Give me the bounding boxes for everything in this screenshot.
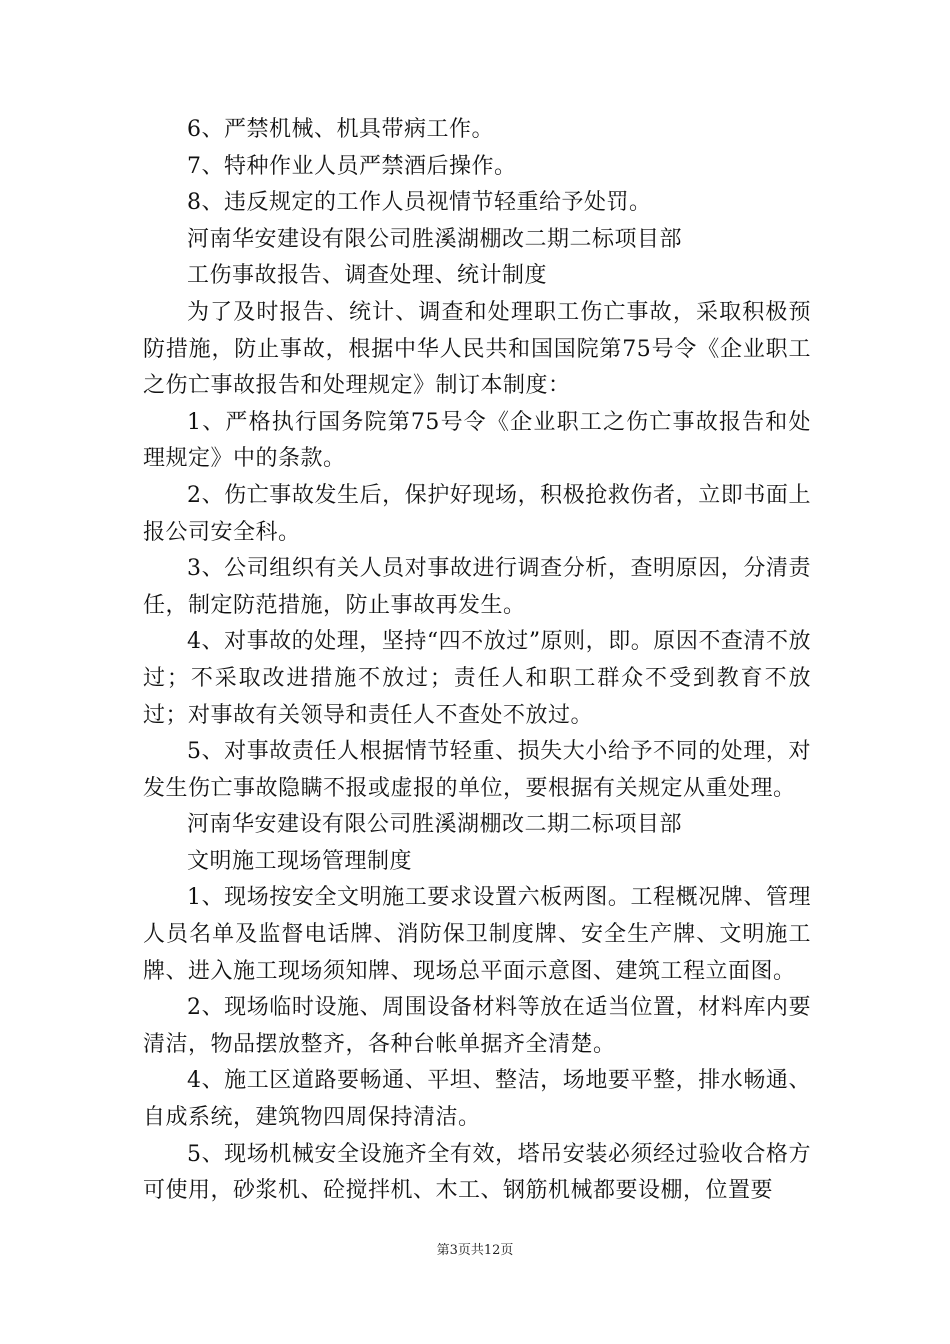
rule-8: 8、违反规定的工作人员视情节轻重给予处罚。 — [187, 190, 652, 216]
injury-rule-3: 3、公司组织有关人员对事故进行调查分析，查明原因，分清责任，制定防范措施，防止事故再发生。 — [143, 556, 811, 618]
injury-rule-1: 1、严格执行国务院第75号令《企业职工之伤亡事故报告和处理规定》中的条款。 — [143, 409, 811, 472]
current-page-number: 3 — [449, 1243, 458, 1258]
document-body — [143, 112, 811, 1210]
page-footer — [0, 1243, 950, 1259]
rule-6: 6、严禁机械、机具带病工作。 — [187, 117, 494, 142]
footer-middle: 页共 — [457, 1243, 484, 1258]
injury-rule-2: 2、伤亡事故发生后，保护好现场，积极抢救伤者，立即书面上报公司安全科。 — [143, 482, 811, 545]
site-rule-4: 4、施工区道路要畅通、平坦、整洁，场地要平整，排水畅通、自成系统，建筑物四周保持清洁。 — [143, 1068, 811, 1131]
section-title-civilized-construction: 文明施工现场管理制度 — [187, 848, 413, 874]
total-page-number: 12 — [483, 1243, 501, 1258]
injury-rule-4: 4、对事故的处理，坚持“四不放过”原则，即。原因不查清不放过；不采取改进措施不放过；责任人和职工群众不受到教育不放过；对事故有关领导和责任人不查处不放过。 — [143, 629, 811, 728]
injury-rule-5: 5、对事故责任人根据情节轻重、损失大小给予不同的处理，对发生伤亡事故隐瞒不报或虚报的单位，要根据有关规定从重处理。 — [143, 739, 811, 801]
site-rule-5: 5、现场机械安全设施齐全有效，塔吊安装必须经过验收合格方可使用，砂浆机、砼搅拌机、木工、钢筋机械都要设棚，位置要 — [143, 1141, 811, 1204]
site-rule-2: 2、现场临时设施、周围设备材料等放在适当位置，材料库内要清洁，物品摆放整齐，各种台帐单据齐全清楚。 — [143, 995, 811, 1057]
injury-intro-paragraph: 为了及时报告、统计、调查和处理职工伤亡事故，采取积极预防措施，防止事故，根据中华人民共和国国院第75号令《企业职工之伤亡事故报告和处理规定》制订本制度： — [143, 299, 811, 399]
footer-suffix: 页 — [500, 1243, 514, 1258]
site-rule-1: 1、现场按安全文明施工要求设置六板两图。工程概况牌、管理人员名单及监督电话牌、消防保卫制度牌、安全生产牌、文明施工牌、进入施工现场须知牌、现场总平面示意图、建筑工程立面图。 — [143, 885, 811, 984]
company-signature: 河南华安建设有限公司胜溪湖棚改二期二标项目部 — [187, 812, 683, 838]
company-signature: 河南华安建设有限公司胜溪湖棚改二期二标项目部 — [187, 226, 683, 252]
section-title-injury-report: 工伤事故报告、调查处理、统计制度 — [187, 263, 548, 289]
footer-prefix: 第 — [436, 1243, 450, 1258]
rule-7: 7、特种作业人员严禁酒后操作。 — [187, 153, 517, 179]
